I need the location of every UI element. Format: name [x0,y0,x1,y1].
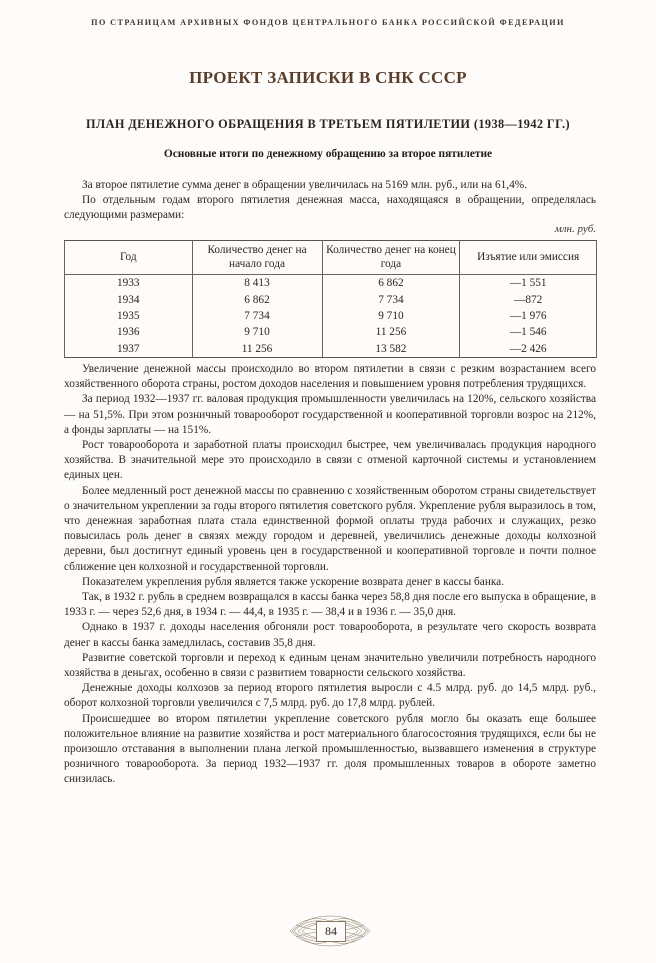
cell-end: 13 582 [322,341,460,358]
body-paragraph: Однако в 1937 г. доходы населения обгоняли рост товарооборота, в результате чего скорость возврата денег в кассы банка замедлилась, составив 35,8 дня. [64,621,596,649]
body-paragraph: Показателем укрепления рубля является также ускорение возврата денег в кассы банка. [82,575,505,588]
cell-start: 7 734 [192,308,322,324]
cell-end: 6 862 [322,275,460,292]
running-header: ПО СТРАНИЦАМ АРХИВНЫХ ФОНДОВ ЦЕНТРАЛЬНОГО БАНКА РОССИЙСКОЙ ФЕДЕРАЦИИ [91,18,565,27]
table-header-row [65,241,597,275]
intro-paragraph: За второе пятилетие сумма денег в обращении увеличилась на 5169 млн. руб., или на 61,4%. [82,179,527,191]
cell-end: 9 710 [322,308,460,324]
table-row [65,308,597,324]
body-paragraph: Денежные доходы колхозов за период второго пятилетия выросли с 4.5 млрд. руб. до 14,5 млрд. руб., оборот колхозной торговли увеличился с 7,5 млрд. руб. до 17,8 млрд. рублей. [64,682,596,710]
body-paragraph: Так, в 1932 г. рубль в среднем возвращался в кассы банка через 58,8 дня после его выпуска в обращение, в 1933 г. — через 52,6 дня, в 1934 г. — 44,4, в 1935 г. — 38,4 и в 1936 г. — 35,0 дня. [64,591,596,619]
cell-year: 1935 [65,308,193,324]
table-unit-label: млн. руб. [554,223,596,235]
header-start-of-year: Количество денег на начало года [192,241,322,275]
cell-start: 11 256 [192,341,322,358]
body-paragraph: Рост товарооборота и заработной платы происходил быстрее, чем увеличивалась продукция народного хозяйства. В значительной мере это происходило в связи с отменой карточной системы и установлением единых цен. [64,439,596,482]
cell-year: 1936 [65,324,193,340]
header-year: Год [65,241,193,275]
cell-change: —2 426 [460,341,597,358]
money-supply-table [64,240,597,358]
cell-change: —872 [460,291,597,307]
cell-change: —1 551 [460,275,597,292]
cell-year: 1937 [65,341,193,358]
body-paragraph: Развитие советской торговли и переход к единым ценам значительно увеличили потребность народного хозяйства в деньгах, особенно в связи с развитием товарности сельского хозяйства. [64,651,596,680]
cell-change: —1 546 [460,324,597,340]
cell-end: 11 256 [322,324,460,340]
table-row [65,341,597,358]
header-end-of-year: Количество денег на конец года [322,241,460,275]
table-row [65,291,597,307]
body-text [64,362,596,788]
section-heading: Основные итоги по денежному обращению за второе пятилетие [163,148,493,160]
cell-end: 7 734 [322,291,460,307]
cell-change: —1 976 [460,308,597,324]
intro-text [64,178,596,224]
table-row [65,324,597,340]
header-withdrawal-or-emission: Изъятие или эмиссия [460,241,597,275]
body-paragraph: Увеличение денежной массы происходило во втором пятилетии в связи с резким возрастанием всего хозяйственного оборота страны, ростом доходов населения и повышением уровня потребления трудящихся. [64,363,596,391]
body-paragraph: Происшедшее во втором пятилетии укрепление советского рубля могло бы оказать еще большее положительное влияние на развитие хозяйства и рост материального благосостояния трудящихся, если бы не произошло отставания в выполнении плана легкой промышленностью, вызвавшего изменения в структуре розничного товарооборота. За период 1932—1937 гг. доля промышленных товаров в обороте заметно снизилась. [64,712,596,786]
cell-year: 1933 [65,275,193,292]
intro-paragraph: По отдельным годам второго пятилетия денежная масса, находящаяся в обращении, определялась следующими размерами: [64,194,596,222]
table-row [65,275,597,292]
cell-start: 6 862 [192,291,322,307]
cell-start: 8 413 [192,275,322,292]
page-number: 84 [316,921,346,942]
body-paragraph: За период 1932—1937 гг. валовая продукция промышленности увеличилась на 120%, сельского хозяйства — на 51,5%. При этом розничный товарооборот государственной и кооперативной торговли возрос на 212%, а фонды зарплаты — на 151%. [64,393,596,436]
cell-start: 9 710 [192,324,322,340]
body-paragraph: Более медленный рост денежной массы по сравнению с хозяйственным оборотом страны свидетельствует о значительном укреплении за годы второго пятилетия советского рубля. Укрепление рубля выразилось в том, что денежная заработная плата стала единственной формой оплаты труда рабочих и служащих, резко повысилась роль денег в связях между городом и деревней, увеличились денежные доходы колхозной деревни, был достигнут единый уровень цен в государственной и кооперативной торговле и почти полное сближение цен колхозной и государственной торговли. [64,484,596,573]
cell-year: 1934 [65,291,193,307]
document-subtitle: ПЛАН ДЕНЕЖНОГО ОБРАЩЕНИЯ В ТРЕТЬЕМ ПЯТИЛЕТИИ (1938—1942 ГГ.) [86,117,570,131]
document-title: ПРОЕКТ ЗАПИСКИ В СНК СССР [189,68,467,87]
